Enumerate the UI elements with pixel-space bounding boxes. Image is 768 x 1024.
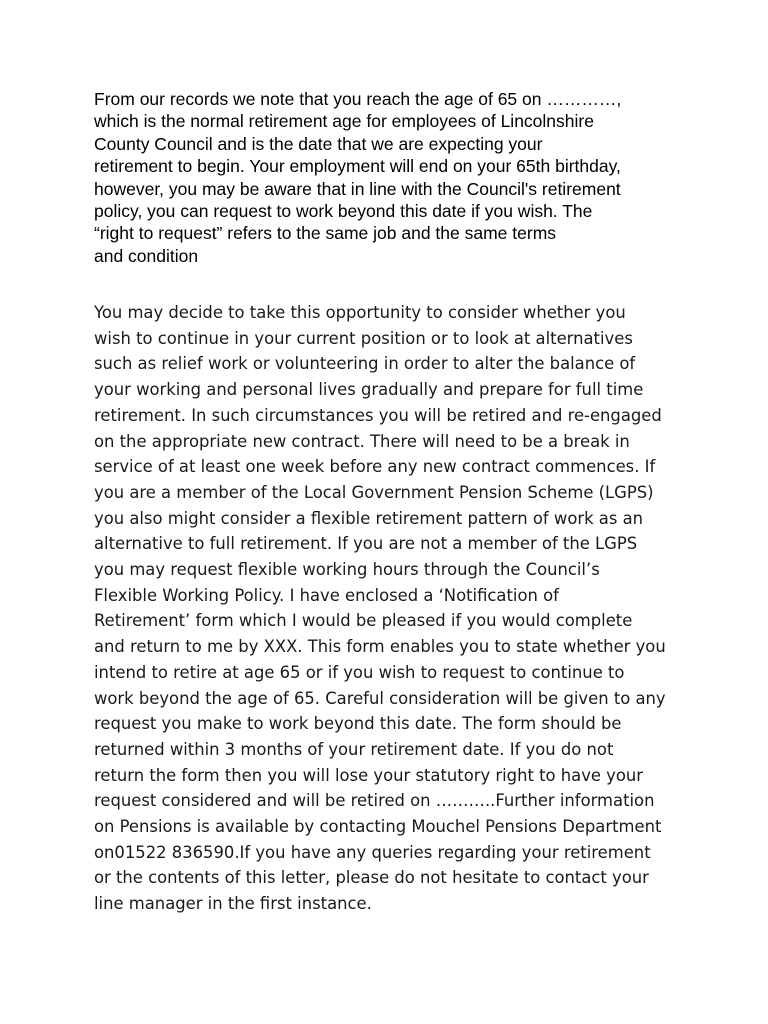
body-line: retirement. In such circumstances you will be retired and re-engaged	[94, 405, 662, 425]
body-paragraph	[94, 300, 734, 917]
body-line: on the appropriate new contract. There will need to be a break in	[94, 431, 630, 451]
intro-line: and condition	[94, 245, 199, 266]
body-line: on01522 836590.If you have any queries regarding your retirement	[94, 842, 651, 862]
intro-paragraph	[94, 88, 734, 267]
intro-line: which is the normal retirement age for employees of Lincolnshire	[94, 111, 594, 132]
body-line: you are a member of the Local Government Pension Scheme (LGPS)	[94, 482, 654, 502]
intro-line: From our records we note that you reach the age of 65 on …………,	[94, 89, 622, 109]
body-line: request you make to work beyond this date. The form should be	[94, 714, 622, 734]
body-line: wish to continue in your current position or to look at alternatives	[94, 328, 633, 348]
body-line: your working and personal lives gradually and prepare for full time	[94, 380, 644, 400]
body-line: work beyond the age of 65. Careful consideration will be given to any	[94, 688, 666, 708]
body-line: returned within 3 months of your retirement date. If you do not	[94, 739, 614, 759]
body-line: You may decide to take this opportunity to consider whether you	[94, 303, 626, 322]
body-line: such as relief work or volunteering in order to alter the balance of	[94, 354, 636, 374]
intro-line: policy, you can request to work beyond this date if you wish. The	[94, 201, 593, 222]
intro-line: however, you may be aware that in line with the Council's retirement	[94, 178, 621, 199]
body-line: service of at least one week before any new contract commences. If	[94, 457, 656, 477]
body-line: return the form then you will lose your statutory right to have your	[94, 765, 644, 785]
intro-line: “right to request” refers to the same job and the same terms	[94, 223, 557, 244]
body-line: intend to retire at age 65 or if you wish to request to continue to	[94, 662, 625, 682]
body-line: request considered and will be retired on ………..Further information	[94, 791, 655, 811]
body-line: you may request flexible working hours through the Council’s	[94, 560, 600, 580]
intro-line: retirement to begin. Your employment will end on your 65th birthday,	[94, 156, 621, 177]
body-line: alternative to full retirement. If you are not a member of the LGPS	[94, 534, 638, 554]
body-line: Flexible Working Policy. I have enclosed a ‘Notification of	[94, 585, 559, 605]
body-line: you also might consider a flexible retirement pattern of work as an	[94, 508, 644, 528]
body-line: on Pensions is available by contacting Mouchel Pensions Department	[94, 817, 662, 837]
body-line: and return to me by XXX. This form enables you to state whether you	[94, 637, 666, 657]
intro-line: County Council and is the date that we are expecting your	[94, 133, 543, 154]
body-line: Retirement’ form which I would be pleased if you would complete	[94, 611, 633, 631]
body-line: line manager in the first instance.	[94, 894, 372, 914]
body-line: or the contents of this letter, please do not hesitate to contact your	[94, 868, 649, 888]
